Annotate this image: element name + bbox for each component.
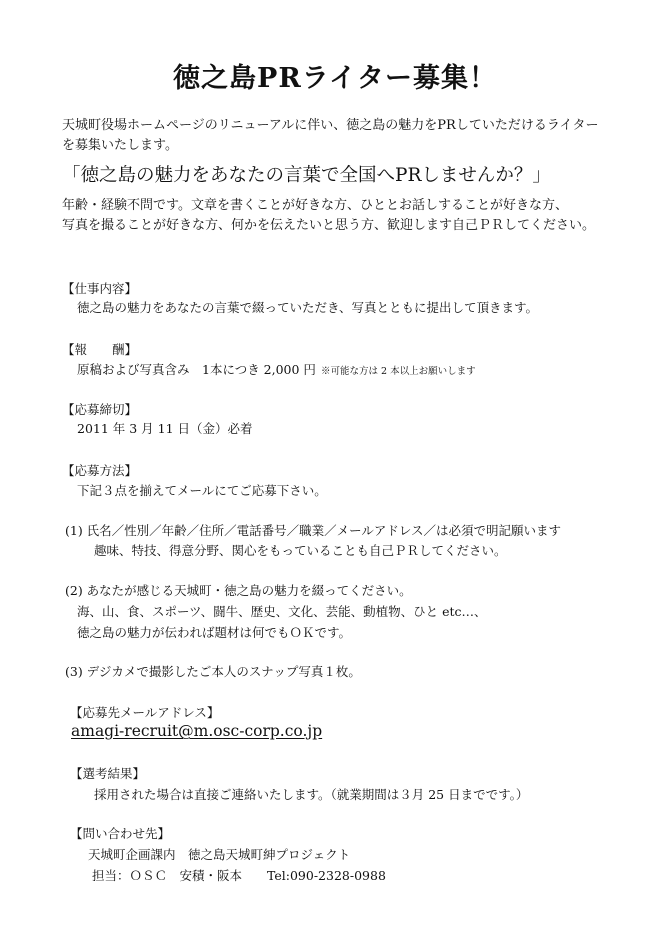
method-item-1-line-1: (1) 氏名／性別／年齢／住所／電話番号／職業／メールアドレス／は必須で明記願います <box>65 523 562 538</box>
email-address[interactable]: amagi-recruit@m.osc-corp.co.jp <box>71 722 323 740</box>
appeal-line-1: 年齢・経験不問です。文章を書くことが好きな方、ひととお話しすることが好きな方、 <box>62 198 568 213</box>
catchphrase: 「徳之島の魅力をあなたの言葉で全国へPRしませんか？」 <box>62 165 551 186</box>
method-item-2-line-3: 徳之島の魅力が伝われば題材は何でもＯＫです。 <box>77 625 352 640</box>
method-item-3: (3) デジカメで撮影したご本人のスナップ写真１枚。 <box>65 664 361 679</box>
method-item-1-line-2: 趣味、特技、得意分野、関心をもっていることも自己ＰＲしてください。 <box>94 543 507 558</box>
pay-text: 原稿および写真含み 1本につき 2,000 円 <box>77 362 316 377</box>
job-text: 徳之島の魅力をあなたの言葉で綴っていただき、写真とともに提出して頂きます。 <box>77 300 539 315</box>
page-title: 徳之島PRライター募集！ <box>173 63 497 94</box>
contact-heading: 【問い合わせ先】 <box>70 826 171 841</box>
deadline-text: 2011 年 3 月 11 日（金）必着 <box>77 421 253 436</box>
job-heading: 【仕事内容】 <box>62 281 138 296</box>
contact-line-1: 天城町企画課内 徳之島天城町紳プロジェクト <box>88 847 351 862</box>
method-item-2-line-1: (2) あなたが感じる天城町・徳之島の魅力を綴ってください。 <box>65 583 412 598</box>
method-heading: 【応募方法】 <box>62 463 138 478</box>
pay-heading: 【報 酬】 <box>62 342 138 357</box>
intro-line-2: を募集いたします。 <box>62 138 178 153</box>
intro-line-1: 天城町役場ホームページのリニューアルに伴い、徳之島の魅力をPRしていただけるライター <box>62 118 599 133</box>
result-heading: 【選考結果】 <box>70 766 146 781</box>
method-item-2-line-2: 海、山、食、スポーツ、闘牛、歴史、文化、芸能、動植物、ひと etc…、 <box>77 604 487 619</box>
pay-note: ※可能な方は 2 本以上お願いします <box>321 366 476 377</box>
email-heading: 【応募先メールアドレス】 <box>70 705 220 720</box>
result-text: 採用された場合は直接ご連絡いたします。（就業期間は３月 25 日までです。） <box>94 787 529 802</box>
appeal-line-2: 写真を撮ることが好きな方、何かを伝えたいと思う方、歓迎します自己ＰＲしてください。 <box>62 218 596 233</box>
contact-line-2: 担当：ＯＳＣ 安積・阪本 Tel:090-2328-0988 <box>92 868 386 883</box>
deadline-heading: 【応募締切】 <box>62 402 138 417</box>
method-intro: 下記３点を揃えてメールにてご応募下さい。 <box>77 483 327 498</box>
